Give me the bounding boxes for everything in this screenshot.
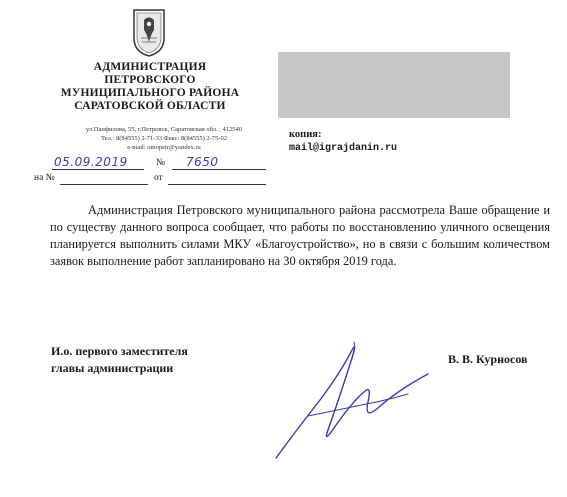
number-label: № <box>156 158 166 168</box>
outgoing-number: 7650 <box>186 155 219 169</box>
redacted-recipient-block <box>278 52 510 118</box>
signatory-title-line-2: главы администрации <box>51 361 174 375</box>
org-email: e-mail: omopetr@yandex.ru <box>127 144 201 151</box>
signatory-title-line-1: И.о. первого заместителя <box>51 344 188 358</box>
org-name-line-2: ПЕТРОВСКОГО <box>104 74 196 86</box>
org-name-line-1: АДМИНИСТРАЦИЯ <box>93 61 207 73</box>
org-phone-fax: Тел.: 8(84555) 2-71-33 Факс: 8(84555) 2-75-02 <box>101 135 227 142</box>
copy-email: mail@igrajdanin.ru <box>289 143 398 154</box>
coat-of-arms-emblem <box>132 8 166 63</box>
org-name-line-3: МУНИЦИПАЛЬНОГО РАЙОНА <box>60 87 240 99</box>
reference-from-label: от <box>154 173 163 183</box>
outgoing-registration <box>34 157 274 171</box>
org-name-line-4: САРАТОВСКОЙ ОБЛАСТИ <box>74 100 226 112</box>
reference-registration <box>34 172 274 186</box>
signatory-name: В. В. Курносов <box>448 352 528 366</box>
copy-label: копия: <box>289 129 322 140</box>
reference-prefix: на № <box>34 173 55 183</box>
handwritten-signature <box>268 318 438 473</box>
outgoing-date: 05.09.2019 <box>54 155 128 169</box>
org-address: ул.Панфилова, 55, г.Петровск, Саратовская обл. , 412540 <box>85 126 243 133</box>
letter-body: Администрация Петровского муниципального района рассмотрела Ваше обращение и по существу данного вопроса сообщает, что работы по восстановлению уличного освещения планируется выполнить силами МКУ «Благоустройство», но в связи с большим количеством заявок выполнение работ запланировано на 30 октября 2019 года. <box>50 203 550 268</box>
